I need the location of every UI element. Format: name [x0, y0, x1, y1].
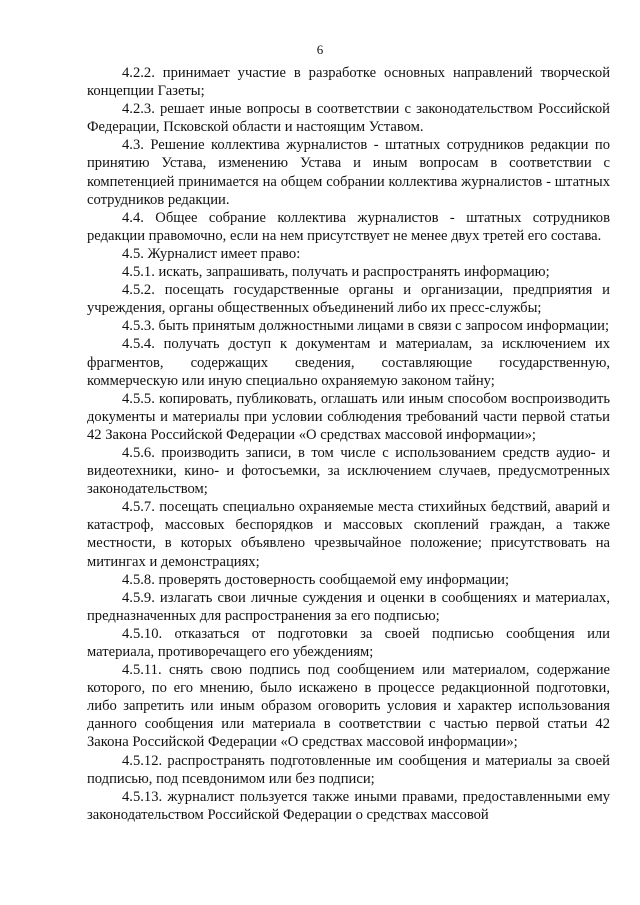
paragraph-4-5-3: 4.5.3. быть принятым должностными лицами в связи с запросом информации;: [122, 318, 610, 335]
paragraph-4-5-5: 4.5.5. копировать, публиковать, оглашать или иным способом воспроизводить документы и материалы при условии соблюдения требований части первой статьи 42 Закона Российской Федерации «О средствах массовой информации»;: [87, 390, 610, 443]
paragraph-4-5-1: 4.5.1. искать, запрашивать, получать и распространять информацию;: [122, 264, 550, 281]
paragraph-4-5-7: 4.5.7. посещать специально охраняемые места стихийных бедствий, аварий и катастроф, массовых беспорядков и массовых скоплений граждан, а также местности, в которых объявлено чрезвычайное положение; присутствовать на митингах и демонстрациях;: [87, 499, 610, 570]
paragraph-4-5-12: 4.5.12. распространять подготовленные им сообщения и материалы за своей подписью, под псевдонимом или без подписи;: [87, 752, 610, 787]
paragraph-4-2-2: 4.2.2. принимает участие в разработке основных направлений творческой концепции Газеты;: [87, 65, 610, 100]
paragraph-4-5-10: 4.5.10. отказаться от подготовки за своей подписью сообщения или материала, противоречащего его убеждениям;: [87, 625, 610, 660]
paragraph-4-4: 4.4. Общее собрание коллектива журналистов - штатных сотрудников редакции правомочно, если на нем присутствует не менее двух третей его состава.: [87, 209, 610, 244]
paragraph-4-5-9: 4.5.9. излагать свои личные суждения и оценки в сообщениях и материалах, предназначенных для распространения за его подписью;: [87, 589, 610, 624]
paragraph-4-5-4: 4.5.4. получать доступ к документам и материалам, за исключением их фрагментов, содержащих сведения, составляющие государственную, коммерческую или иную специально охраняемую законом тайну;: [87, 336, 610, 389]
paragraph-4-2-3: 4.2.3. решает иные вопросы в соответствии с законодательством Российской Федерации, Псковской области и настоящим Уставом.: [87, 101, 610, 136]
paragraph-4-5-8: 4.5.8. проверять достоверность сообщаемой ему информации;: [122, 571, 509, 588]
document-body: [87, 64, 610, 824]
paragraph-4-5: 4.5. Журналист имеет право:: [122, 245, 301, 262]
paragraph-4-3: 4.3. Решение коллектива журналистов - штатных сотрудников редакции по принятию Устава, изменению Устава и иным вопросам в соответствии с компетенцией принимается на общем собрании коллектива журналистов - штатных сотрудников редакции.: [87, 137, 610, 208]
page-number: 6: [316, 42, 324, 57]
paragraph-4-5-13: 4.5.13. журналист пользуется также иными правами, предоставленными ему законодательством Российской Федерации о средствах массовой: [87, 788, 610, 823]
paragraph-4-5-6: 4.5.6. производить записи, в том числе с использованием средств аудио- и видеотехники, кино- и фотосъемки, за исключением случаев, предусмотренных законодательством;: [87, 444, 610, 498]
paragraph-4-5-11: 4.5.11. снять свою подпись под сообщением или материалом, содержание которого, по его мнению, было искажено в процессе редакционной подготовки, либо запретить или иным образом оговорить условия и характер использования данного сообщения или материала в соответствии с частью первой статьи 42 Закона Российской Федерации «О средствах массовой информации»;: [87, 662, 610, 751]
paragraph-4-5-2: 4.5.2. посещать государственные органы и организации, предприятия и учреждения, органы общественных объединений либо их пресс-службы;: [87, 282, 610, 317]
